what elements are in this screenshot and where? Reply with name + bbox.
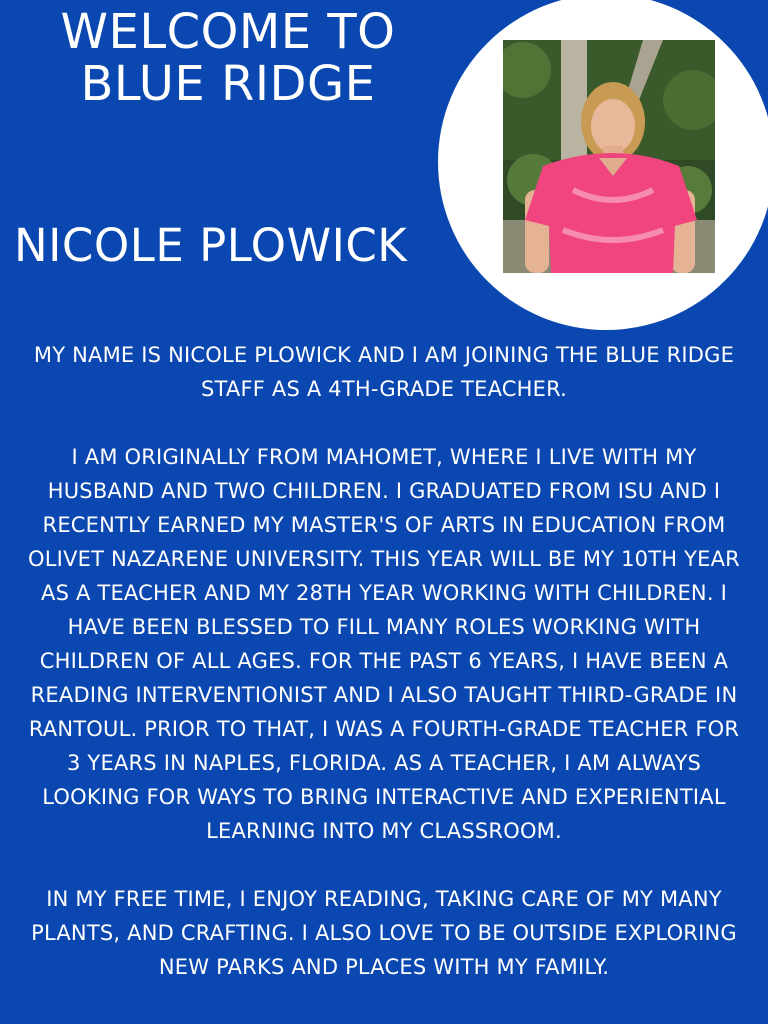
headline-line-1: WELCOME TO [60,4,396,60]
headline-line-2: BLUE RIDGE [80,56,376,112]
teacher-portrait-photo [503,40,715,273]
bio-paragraph-2: I AM ORIGINALLY FROM MAHOMET, WHERE I LIVE WITH MY HUSBAND AND TWO CHILDREN. I GRADUATED FROM ISU AND I RECENTLY EARNED MY MASTER'S OF ARTS IN EDUCATION FROM OLIVET NAZARENE UNIVERSITY. THIS YEAR WILL BE MY 10TH YEAR AS A TEACHER AND MY 28TH YEAR WORKING WITH CHILDREN. I HAVE BEEN BLESSED TO FILL MANY ROLES WORKING WITH CHILDREN OF ALL AGES. FOR THE PAST 6 YEARS, I HAVE BEEN A READING INTERVENTIONIST AND I ALSO TAUGHT THIRD-GRADE IN RANTOUL. PRIOR TO THAT, I WAS A FOURTH-GRADE TEACHER FOR 3 YEARS IN NAPLES, FLORIDA. AS A TEACHER, I AM ALWAYS LOOKING FOR WAYS TO BRING INTERACTIVE AND EXPERIENTIAL LEARNING INTO MY CLASSROOM. [28,445,740,843]
portrait-photo-illustration [503,40,715,273]
welcome-headline [18,6,438,110]
tree-trunk [561,40,587,160]
face [591,99,635,153]
bio-paragraph-3: IN MY FREE TIME, I ENJOY READING, TAKING CARE OF MY MANY PLANTS, AND CRAFTING. I ALSO LOVE TO BE OUTSIDE EXPLORING NEW PARKS AND PLACES WITH MY FAMILY. [31,887,737,979]
bio-paragraph-1: MY NAME IS NICOLE PLOWICK AND I AM JOINING THE BLUE RIDGE STAFF AS A 4TH-GRADE TEACHER. [33,343,735,401]
teacher-bio [24,338,744,984]
teacher-name: NICOLE PLOWICK [14,219,408,272]
